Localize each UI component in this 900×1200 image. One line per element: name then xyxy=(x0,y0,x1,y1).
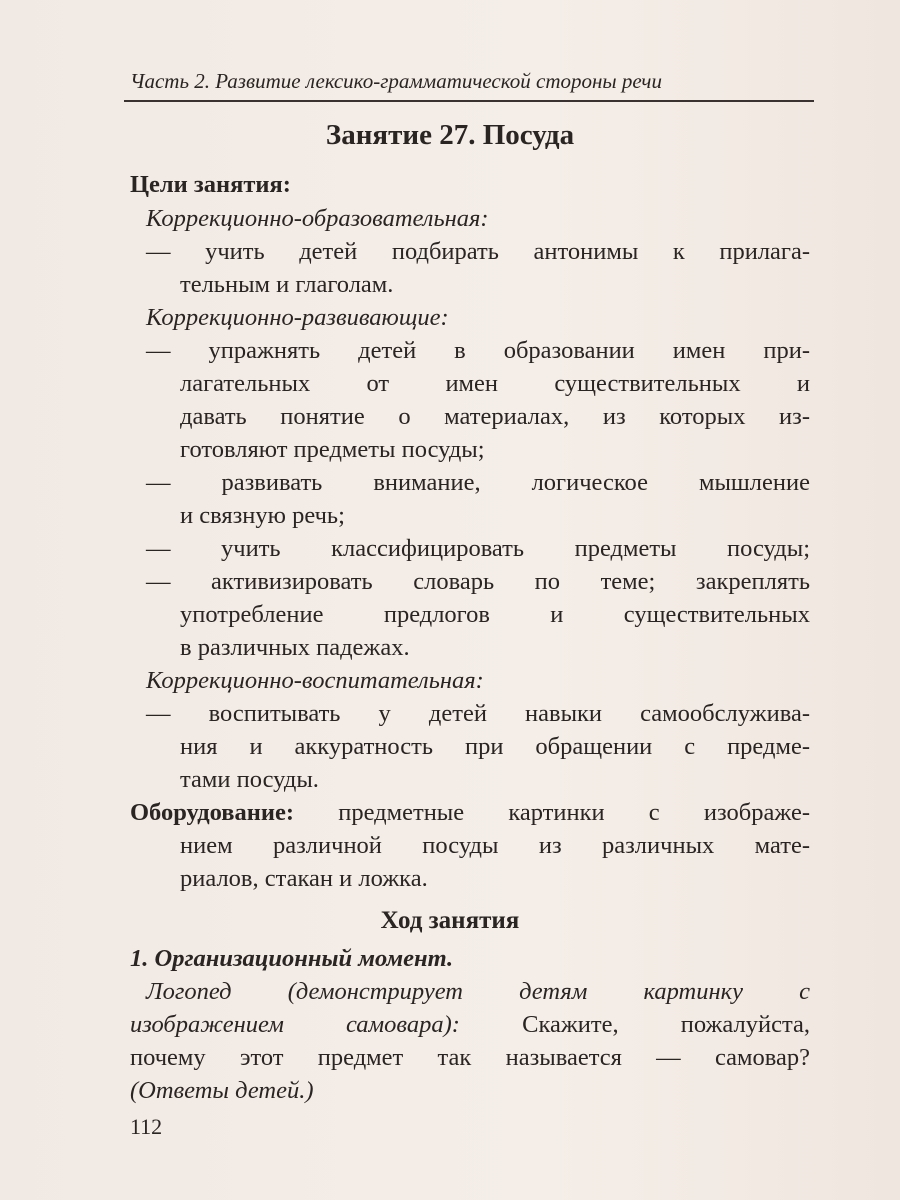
text-line: — активизировать словарь по теме; закреплять xyxy=(146,568,810,595)
equipment-line xyxy=(130,798,810,828)
text-line: риалов, стакан и ложка. xyxy=(180,865,428,892)
text-segment: предметные картинки с изображе- xyxy=(294,799,810,826)
text-line: и связную речь; xyxy=(180,502,345,529)
text-line: тами посуды. xyxy=(180,766,319,793)
goal-developmental-label: Коррекционно-развивающие: xyxy=(146,304,449,331)
text-segment: изображением самовара): xyxy=(130,1011,460,1038)
text-line: употребление предлогов и существительных xyxy=(180,601,810,628)
header-rule xyxy=(124,100,814,102)
goal-upbringing-label: Коррекционно-воспитательная: xyxy=(146,667,484,694)
text-line: давать понятие о материалах, из которых из- xyxy=(180,403,810,430)
text-line: — упражнять детей в образовании имен при- xyxy=(146,337,810,364)
goals-heading: Цели занятия: xyxy=(130,171,291,198)
text-line: лагательных от имен существительных и xyxy=(180,370,810,397)
text-line: Логопед (демонстрирует детям картинку с xyxy=(146,978,810,1005)
text-segment: Скажите, пожалуйста, xyxy=(459,1011,810,1038)
goal-educational-label: Коррекционно-образовательная: xyxy=(146,205,489,232)
text-line: — воспитывать у детей навыки самообслужива- xyxy=(146,700,810,727)
text-line: тельным и глаголам. xyxy=(180,271,394,298)
text-line xyxy=(130,1010,810,1040)
step-heading: 1. Организационный момент. xyxy=(130,945,454,972)
text-line: (Ответы детей.) xyxy=(130,1077,314,1104)
equipment-label: Оборудование: xyxy=(130,799,295,826)
text-line: — учить классифицировать предметы посуды; xyxy=(146,535,810,562)
text-line: ния и аккуратность при обращении с предме- xyxy=(180,733,810,760)
text-line: почему этот предмет так называется — самовар? xyxy=(130,1044,810,1071)
text-line: — учить детей подбирать антонимы к прилага- xyxy=(146,238,810,265)
procedure-heading: Ход занятия xyxy=(380,907,520,934)
text-line: в различных падежах. xyxy=(180,634,410,661)
text-line: нием различной посуды из различных мате- xyxy=(180,832,810,859)
page-number: 112 xyxy=(130,1114,163,1139)
text-line: готовляют предметы посуды; xyxy=(180,436,485,463)
lesson-title: Занятие 27. Посуда xyxy=(325,119,575,151)
text-line: — развивать внимание, логическое мышление xyxy=(146,469,810,496)
running-header: Часть 2. Развитие лексико-грамматической стороны речи xyxy=(130,69,662,93)
